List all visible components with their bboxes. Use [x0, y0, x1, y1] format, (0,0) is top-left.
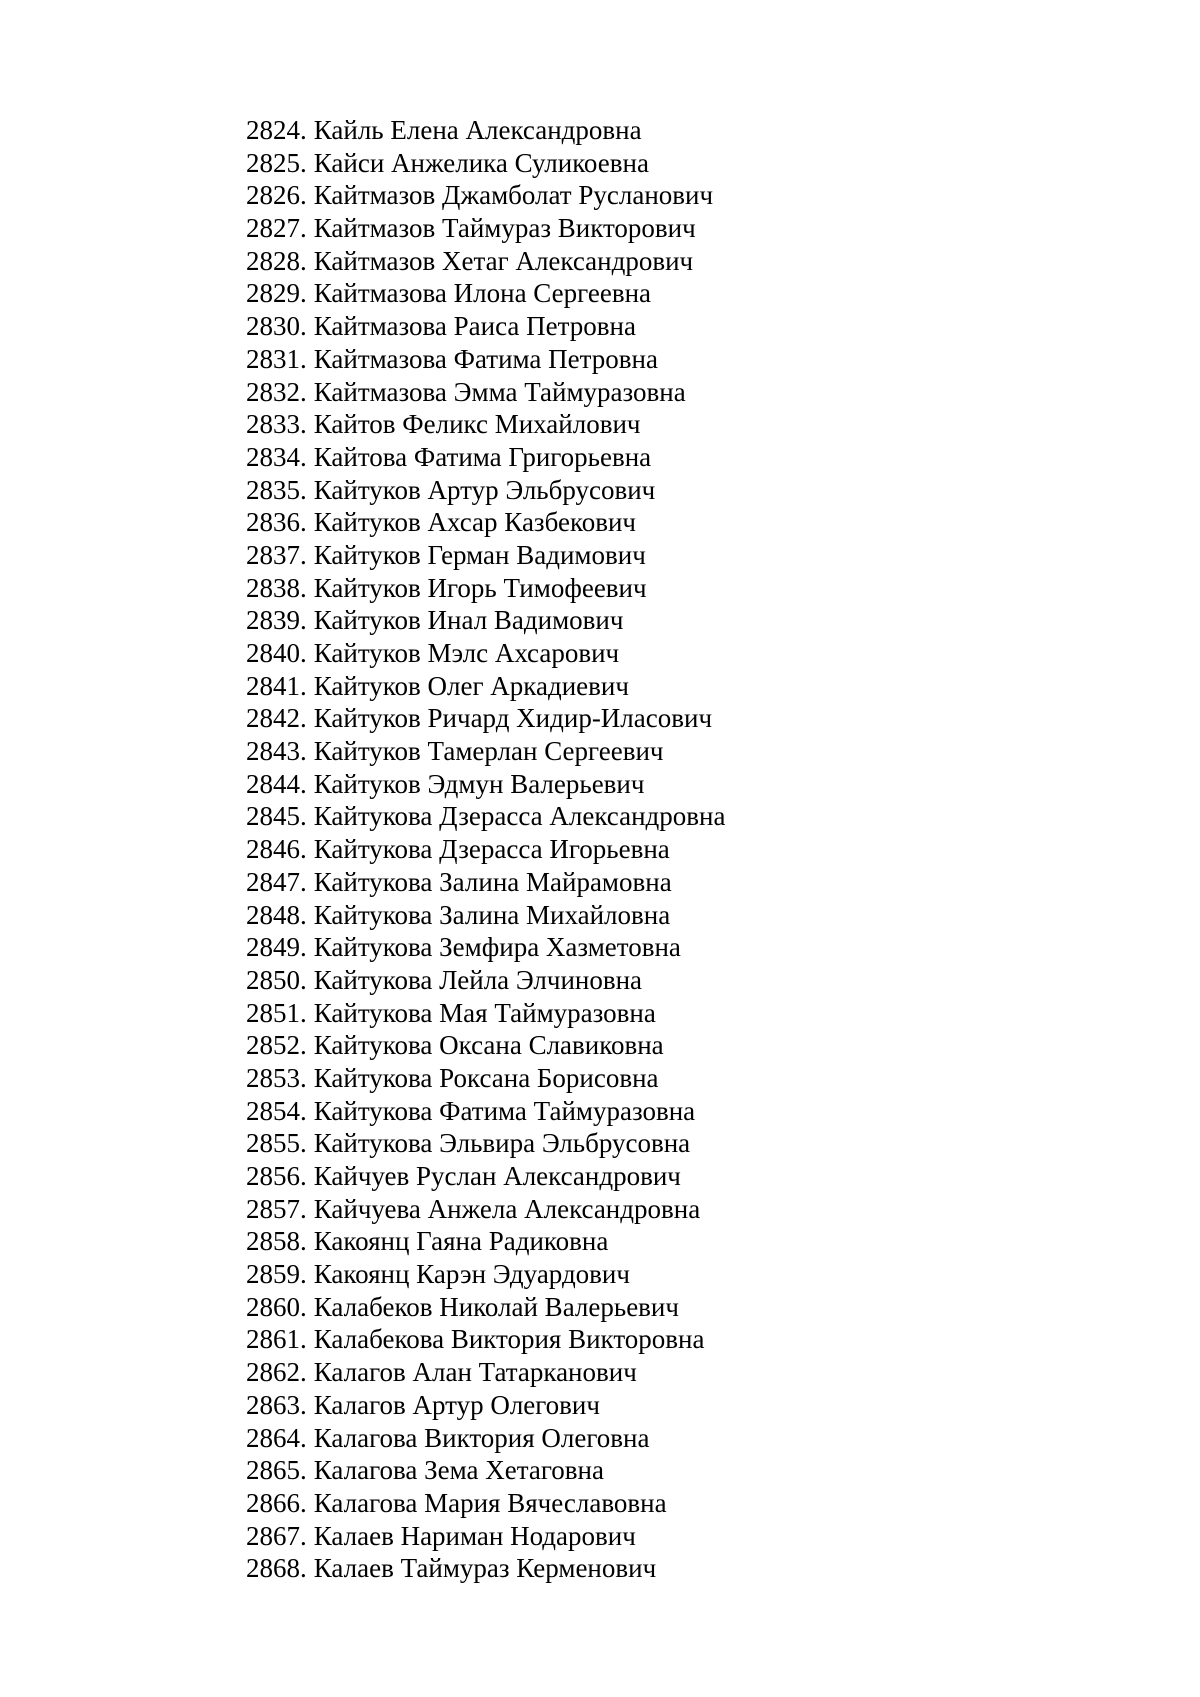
list-item: [246, 179, 725, 212]
list-item: [246, 1487, 725, 1520]
list-item: [246, 964, 725, 997]
entry-name: Кайтуков Олег Аркадиевич: [313, 670, 629, 701]
entry-number: 2828.: [246, 245, 307, 276]
entry-name: Калагов Артур Олегович: [313, 1389, 600, 1420]
entry-number: 2827.: [246, 213, 307, 244]
entry-name: Кайтуков Мэлс Ахсарович: [313, 638, 620, 668]
entry-number: 2840.: [246, 638, 307, 668]
entry-name: Кайтукова Мая Таймуразовна: [313, 997, 656, 1028]
entry-number: 2865.: [246, 1455, 307, 1486]
entry-name: Калагов Алан Татарканович: [313, 1357, 637, 1388]
entry-name: Кайчуева Анжела Александровна: [313, 1193, 701, 1224]
entry-name: Кайтмазов Таймураз Викторович: [313, 213, 696, 244]
entry-name: Кайчуев Руслан Александрович: [313, 1161, 681, 1191]
entry-number: 2867.: [246, 1520, 307, 1551]
list-item: [246, 343, 725, 376]
entry-name: Кайтукова Роксана Борисовна: [313, 1062, 659, 1093]
entry-number: 2848.: [246, 899, 307, 930]
entry-name: Кайтукова Лейла Элчиновна: [313, 964, 643, 995]
entry-name: Кайтукова Эльвира Эльбрусовна: [313, 1128, 691, 1159]
entry-number: 2854.: [246, 1095, 307, 1126]
list-item: [246, 1160, 725, 1193]
list-item: [246, 1520, 725, 1553]
entry-number: 2855.: [246, 1128, 307, 1159]
list-item: [246, 277, 725, 310]
entry-number: 2852.: [246, 1030, 307, 1061]
entry-name: Кайтукова Оксана Славиковна: [313, 1030, 664, 1061]
entry-name: Калаев Таймураз Керменович: [313, 1553, 657, 1584]
list-item: [246, 833, 725, 866]
list-item: [246, 310, 725, 343]
entry-number: 2826.: [246, 180, 307, 211]
entry-number: 2832.: [246, 376, 307, 407]
list-item: [246, 1062, 725, 1095]
entry-number: 2830.: [246, 311, 307, 342]
list-item: [246, 1552, 725, 1585]
list-item: [246, 1291, 725, 1324]
entry-name: Кайтов Феликс Михайлович: [313, 409, 641, 440]
entry-number: 2847.: [246, 866, 307, 897]
entry-name: Кайтуков Игорь Тимофеевич: [313, 572, 647, 603]
entry-name: Кайтмазова Раиса Петровна: [313, 311, 636, 342]
entry-name: Кайтмазова Фатима Петровна: [313, 343, 658, 374]
entry-name: Кайтуков Ахсар Казбекович: [313, 507, 636, 538]
list-item: [246, 702, 725, 735]
entry-name: Калаев Нариман Нодарович: [313, 1520, 636, 1551]
entry-name: Какоянц Гаяна Радиковна: [313, 1226, 609, 1257]
list-item: [246, 604, 725, 637]
entry-number: 2845.: [246, 801, 307, 832]
entry-number: 2861.: [246, 1324, 307, 1355]
entry-number: 2844.: [246, 768, 307, 799]
list-item: [246, 245, 725, 278]
entry-number: 2838.: [246, 572, 307, 603]
entry-name: Кайтукова Земфира Хазметовна: [313, 932, 681, 963]
list-item: [246, 408, 725, 441]
list-item: [246, 1323, 725, 1356]
entry-number: 2846.: [246, 834, 307, 865]
list-item: [246, 506, 725, 539]
entry-number: 2833.: [246, 409, 307, 440]
list-item: [246, 997, 725, 1030]
list-item: [246, 768, 725, 801]
entry-number: 2859.: [246, 1259, 307, 1290]
list-item: [246, 670, 725, 703]
list-item: [246, 539, 725, 572]
entry-name: Кайтуков Эдмун Валерьевич: [313, 768, 645, 799]
entry-number: 2863.: [246, 1389, 307, 1420]
entry-name: Кайль Елена Александровна: [313, 115, 642, 145]
entry-name: Кайтмазов Джамболат Русланович: [313, 180, 714, 211]
list-item: [246, 735, 725, 768]
entry-name: Какоянц Карэн Эдуардович: [313, 1259, 630, 1290]
entry-name: Кайтуков Артур Эльбрусович: [313, 474, 656, 505]
entry-name: Калабеков Николай Валерьевич: [313, 1291, 679, 1322]
entry-number: 2856.: [246, 1161, 307, 1191]
entry-number: 2858.: [246, 1226, 307, 1257]
list-item: [246, 572, 725, 605]
list-item: [246, 376, 725, 409]
list-item: [246, 212, 725, 245]
entry-number: 2868.: [246, 1553, 307, 1584]
list-item: [246, 1389, 725, 1422]
list-item: [246, 1454, 725, 1487]
list-item: [246, 931, 725, 964]
entry-name: Калагова Мария Вячеславовна: [313, 1487, 667, 1518]
entry-name: Кайтукова Фатима Таймуразовна: [313, 1095, 696, 1126]
entry-name: Кайтукова Залина Михайловна: [313, 899, 671, 930]
entry-number: 2853.: [246, 1062, 307, 1093]
entry-name: Кайтукова Дзерасса Александровна: [313, 801, 726, 832]
entry-name: Кайтуков Инал Вадимович: [313, 605, 624, 636]
entry-number: 2836.: [246, 507, 307, 538]
entry-name: Калабекова Виктория Викторовна: [313, 1324, 705, 1355]
list-item: [246, 1258, 725, 1291]
list-item: [246, 147, 725, 180]
entry-number: 2842.: [246, 703, 307, 734]
list-item: [246, 1225, 725, 1258]
entry-name: Кайси Анжелика Суликоевна: [313, 147, 649, 178]
entry-name: Кайтуков Ричард Хидир-Иласович: [313, 703, 713, 734]
entry-number: 2831.: [246, 343, 307, 374]
entry-number: 2843.: [246, 736, 307, 767]
entry-number: 2849.: [246, 932, 307, 963]
name-list: [246, 114, 725, 1585]
entry-number: 2857.: [246, 1193, 307, 1224]
entry-number: 2841.: [246, 670, 307, 701]
entry-number: 2829.: [246, 278, 307, 309]
list-item: [246, 899, 725, 932]
entry-number: 2862.: [246, 1357, 307, 1388]
entry-name: Кайтукова Залина Майрамовна: [313, 866, 672, 897]
entry-number: 2837.: [246, 539, 307, 570]
entry-number: 2824.: [246, 115, 307, 145]
list-item: [246, 1127, 725, 1160]
entry-number: 2835.: [246, 474, 307, 505]
entry-name: Кайтуков Тамерлан Сергеевич: [313, 736, 664, 767]
list-item: [246, 114, 725, 147]
list-item: [246, 800, 725, 833]
entry-name: Кайтмазова Эмма Таймуразовна: [313, 376, 686, 407]
list-item: [246, 1193, 725, 1226]
entry-number: 2850.: [246, 964, 307, 995]
list-item: [246, 866, 725, 899]
list-item: [246, 1422, 725, 1455]
entry-name: Кайтукова Дзерасса Игорьевна: [313, 834, 670, 865]
list-item: [246, 441, 725, 474]
entry-number: 2864.: [246, 1422, 307, 1453]
list-item: [246, 637, 725, 670]
entry-name: Калагова Виктория Олеговна: [313, 1422, 650, 1453]
entry-number: 2839.: [246, 605, 307, 636]
entry-number: 2834.: [246, 441, 307, 472]
entry-name: Кайтова Фатима Григорьевна: [313, 441, 652, 472]
entry-name: Кайтуков Герман Вадимович: [313, 539, 646, 570]
entry-name: Кайтмазов Хетаг Александрович: [313, 245, 694, 276]
list-item: [246, 1095, 725, 1128]
entry-number: 2851.: [246, 997, 307, 1028]
entry-name: Кайтмазова Илона Сергеевна: [313, 278, 651, 309]
list-item: [246, 1029, 725, 1062]
entry-name: Калагова Зема Хетаговна: [313, 1455, 604, 1486]
entry-number: 2825.: [246, 147, 307, 178]
entry-number: 2860.: [246, 1291, 307, 1322]
list-item: [246, 1356, 725, 1389]
list-item: [246, 474, 725, 507]
entry-number: 2866.: [246, 1487, 307, 1518]
